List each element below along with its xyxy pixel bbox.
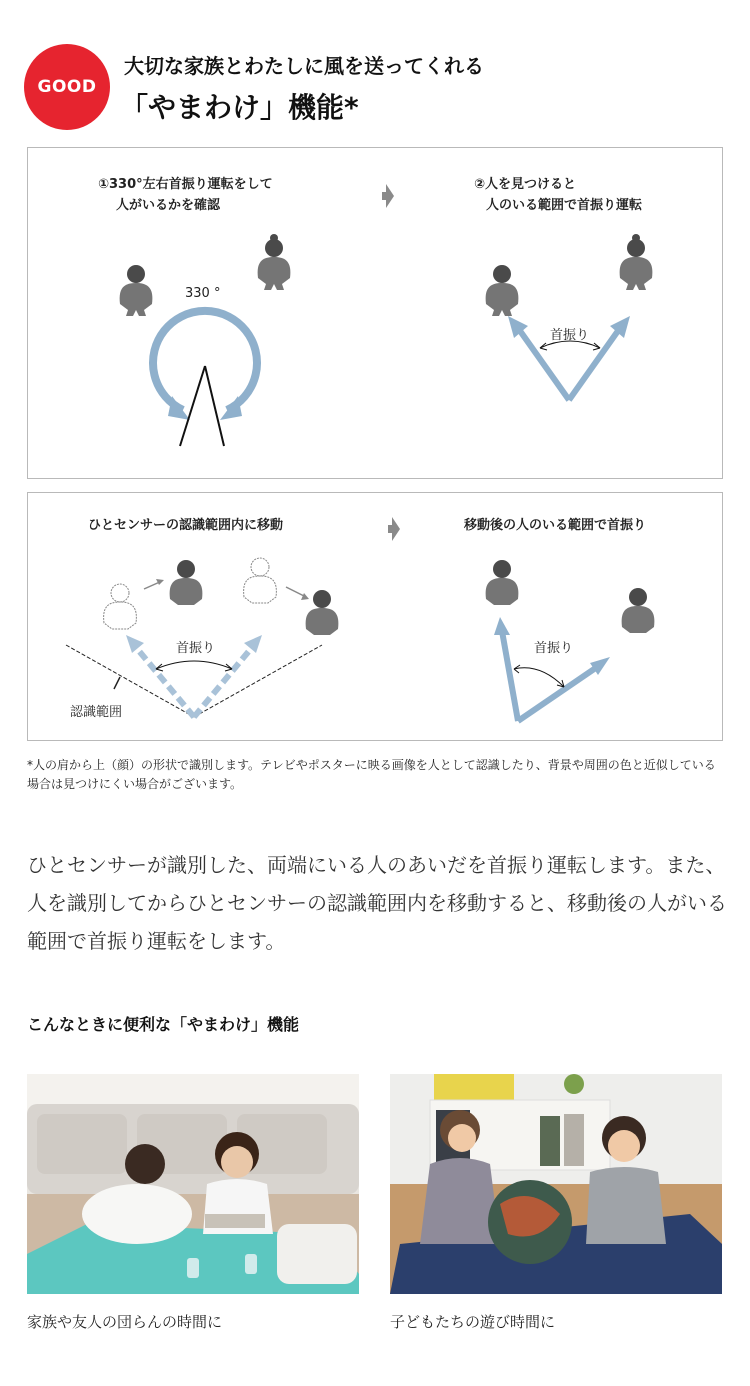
angle-label: 330 ° — [185, 286, 221, 301]
swing-label: 首振り — [550, 328, 590, 343]
person-icon — [258, 234, 291, 290]
step1-text-line2: 人がいるかを確認 — [116, 198, 221, 213]
person-icon — [486, 560, 519, 605]
diagram-panel-sweep — [27, 147, 723, 479]
diagram-panel-move — [27, 492, 723, 741]
next-arrow-icon — [382, 184, 394, 208]
usage-heading: こんなときに便利な「やまわけ」機能 — [27, 1015, 300, 1034]
children-caption: 子どもたちの遊び時間に — [390, 1313, 556, 1331]
step2-text-line2: 人のいる範囲で首振り運転 — [486, 198, 643, 213]
description-paragraph: ひとセンサーが識別した、両端にいる人のあいだを首振り運転します。また、人を識別してからひとセンサーの認識範囲内を移動すると、移動後の人がいる範囲で首振り運転をします。 — [27, 853, 727, 953]
person-outline-icon — [244, 558, 277, 603]
step2-text-line1: ②人を見つけると — [474, 177, 577, 192]
person-icon — [170, 560, 203, 605]
person-icon — [620, 234, 653, 290]
move-left-title: ひとセンサーの認識範囲内に移動 — [88, 518, 284, 533]
swing-label-left: 首振り — [176, 641, 216, 656]
feature-header — [24, 44, 724, 134]
next-arrow-icon — [388, 517, 400, 541]
range-label: 認識範囲 — [70, 705, 123, 720]
rotation-arrow-icon — [153, 311, 257, 410]
family-caption: 家族や友人の団らんの時間に — [27, 1313, 223, 1331]
good-badge: GOOD — [24, 44, 110, 130]
person-icon — [622, 588, 655, 633]
move-right-title: 移動後の人のいる範囲で首振り — [464, 518, 647, 533]
step1-text-line1: ①330°左右首振り運転をして — [98, 177, 273, 192]
children-photo — [390, 1074, 722, 1294]
person-outline-icon — [104, 584, 137, 629]
feature-title-line1: 大切な家族とわたしに風を送ってくれる — [124, 54, 484, 78]
footnote: *人の肩から上（顔）の形状で識別します。テレビやポスターに映る画像を人として認識したり、背景や周囲の色と近似している場合は見つけにくい場合がございます。 — [27, 758, 716, 791]
family-photo — [27, 1074, 359, 1294]
swing-label-right: 首振り — [534, 641, 574, 656]
person-icon — [486, 265, 519, 316]
feature-title-line2: 「やまわけ」機能* — [120, 91, 359, 124]
person-icon — [306, 590, 339, 635]
person-icon — [120, 265, 153, 316]
